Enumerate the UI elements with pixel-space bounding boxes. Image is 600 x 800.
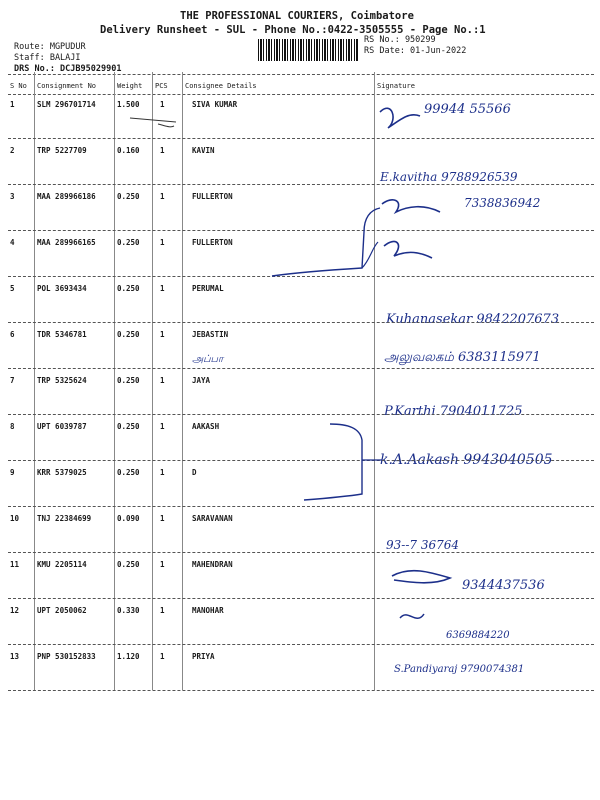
row-consignment-no: PNP 530152833 — [37, 652, 96, 661]
row-weight: 1.500 — [117, 100, 140, 109]
row-sno: 12 — [10, 606, 20, 615]
row-pcs: 1 — [160, 606, 165, 615]
handwritten-signature: அலுவலகம் 6383115971 — [384, 350, 541, 365]
row-weight: 0.250 — [117, 468, 140, 477]
row-consignee: PERUMAL — [192, 284, 224, 293]
handwritten-signature: k.A.Aakash 9943040505 — [380, 452, 553, 468]
row-consignee: D — [192, 468, 197, 477]
route-label: Route: MGPUDUR — [14, 42, 86, 52]
column-header-sno: S No — [10, 82, 27, 90]
row-pcs: 1 — [160, 514, 165, 523]
row-sno: 10 — [10, 514, 20, 523]
handwritten-signature: S.Pandiyaraj 9790074381 — [394, 664, 525, 675]
handwritten-signature: 7338836942 — [464, 196, 541, 210]
row-weight: 0.250 — [117, 238, 140, 247]
row-consignee: KAVIN — [192, 146, 215, 155]
row-consignment-no: TRP 5227709 — [37, 146, 87, 155]
row-sno: 13 — [10, 652, 20, 661]
row-pcs: 1 — [160, 560, 165, 569]
drs-number: DRS No.: DCJB95029901 — [14, 64, 122, 74]
row-consignee: JAYA — [192, 376, 211, 385]
row-consignee: PRIYA — [192, 652, 215, 661]
row-weight: 0.250 — [117, 330, 140, 339]
row-weight: 0.250 — [117, 560, 140, 569]
row-consignee: FULLERTON — [192, 238, 233, 247]
row-consignee: SIVA KUMAR — [192, 100, 238, 109]
row-consignment-no: MAA 289966186 — [37, 192, 96, 201]
runsheet-subtitle: Delivery Runsheet - SUL - Phone No.:0422-3505555 - Page No.:1 — [100, 24, 486, 36]
row-weight: 0.090 — [117, 514, 140, 523]
column-header-consignee: Consignee Details — [185, 82, 257, 90]
handwritten-signature: 6369884220 — [446, 630, 510, 641]
row-weight: 0.330 — [117, 606, 140, 615]
row-consignee: MAHENDRAN — [192, 560, 233, 569]
row-pcs: 1 — [160, 468, 165, 477]
row-consignment-no: POL 3693434 — [37, 284, 87, 293]
row-sno: 2 — [10, 146, 15, 155]
row-weight: 0.250 — [117, 422, 140, 431]
row-consignee: JEBASTIN — [192, 330, 229, 339]
handwritten-signature: 93--7 36764 — [386, 538, 460, 552]
row-consignee: SARAVANAN — [192, 514, 233, 523]
row-sno: 5 — [10, 284, 15, 293]
row-sno: 1 — [10, 100, 15, 109]
row-pcs: 1 — [160, 422, 165, 431]
handwritten-signature: P.Karthi 7904011725 — [384, 404, 523, 419]
row-consignment-no: KRR 5379025 — [37, 468, 87, 477]
row-weight: 0.160 — [117, 146, 140, 155]
column-header-signature: Signature — [377, 82, 415, 90]
row-consignee: AAKASH — [192, 422, 220, 431]
row-sno: 8 — [10, 422, 15, 431]
row-sno: 9 — [10, 468, 15, 477]
row-pcs: 1 — [160, 238, 165, 247]
handwritten-signature: E.kavitha 9788926539 — [380, 170, 518, 184]
row-weight: 1.120 — [117, 652, 140, 661]
row-weight: 0.250 — [117, 192, 140, 201]
rs-date: RS Date: 01-Jun-2022 — [364, 46, 467, 56]
staff-label: Staff: BALAJI — [14, 53, 81, 63]
row-pcs: 1 — [160, 100, 165, 109]
company-title: THE PROFESSIONAL COURIERS, Coimbatore — [180, 10, 414, 22]
row-pcs: 1 — [160, 652, 165, 661]
column-header-pcs: PCS — [155, 82, 168, 90]
row-consignment-no: UPT 2050062 — [37, 606, 87, 615]
handwritten-note: அப்பா — [192, 354, 224, 365]
row-consignment-no: UPT 6039787 — [37, 422, 87, 431]
column-header-consignment: Consignment No — [37, 82, 97, 90]
row-consignment-no: MAA 289966165 — [37, 238, 96, 247]
row-consignment-no: KMU 2205114 — [37, 560, 87, 569]
row-weight: 0.250 — [117, 284, 140, 293]
row-consignee: FULLERTON — [192, 192, 233, 201]
row-sno: 3 — [10, 192, 15, 201]
row-pcs: 1 — [160, 376, 165, 385]
row-pcs: 1 — [160, 284, 165, 293]
row-consignment-no: TDR 5346781 — [37, 330, 87, 339]
handwritten-signature: 99944 55566 — [424, 102, 511, 117]
row-weight: 0.250 — [117, 376, 140, 385]
row-consignment-no: SLM 296701714 — [37, 100, 96, 109]
row-consignee: MANOHAR — [192, 606, 224, 615]
row-pcs: 1 — [160, 330, 165, 339]
row-sno: 11 — [10, 560, 20, 569]
row-consignment-no: TNJ 22384699 — [37, 514, 92, 523]
row-consignment-no: TRP 5325624 — [37, 376, 87, 385]
handwritten-signature: Kuhanasekar 9842207673 — [386, 312, 560, 327]
rs-number: RS No.: 950299 — [364, 35, 436, 45]
handwritten-signature: 9344437536 — [462, 578, 545, 593]
row-pcs: 1 — [160, 146, 165, 155]
row-sno: 6 — [10, 330, 15, 339]
row-pcs: 1 — [160, 192, 165, 201]
row-sno: 7 — [10, 376, 15, 385]
column-header-weight: Weight — [117, 82, 143, 90]
row-sno: 4 — [10, 238, 15, 247]
